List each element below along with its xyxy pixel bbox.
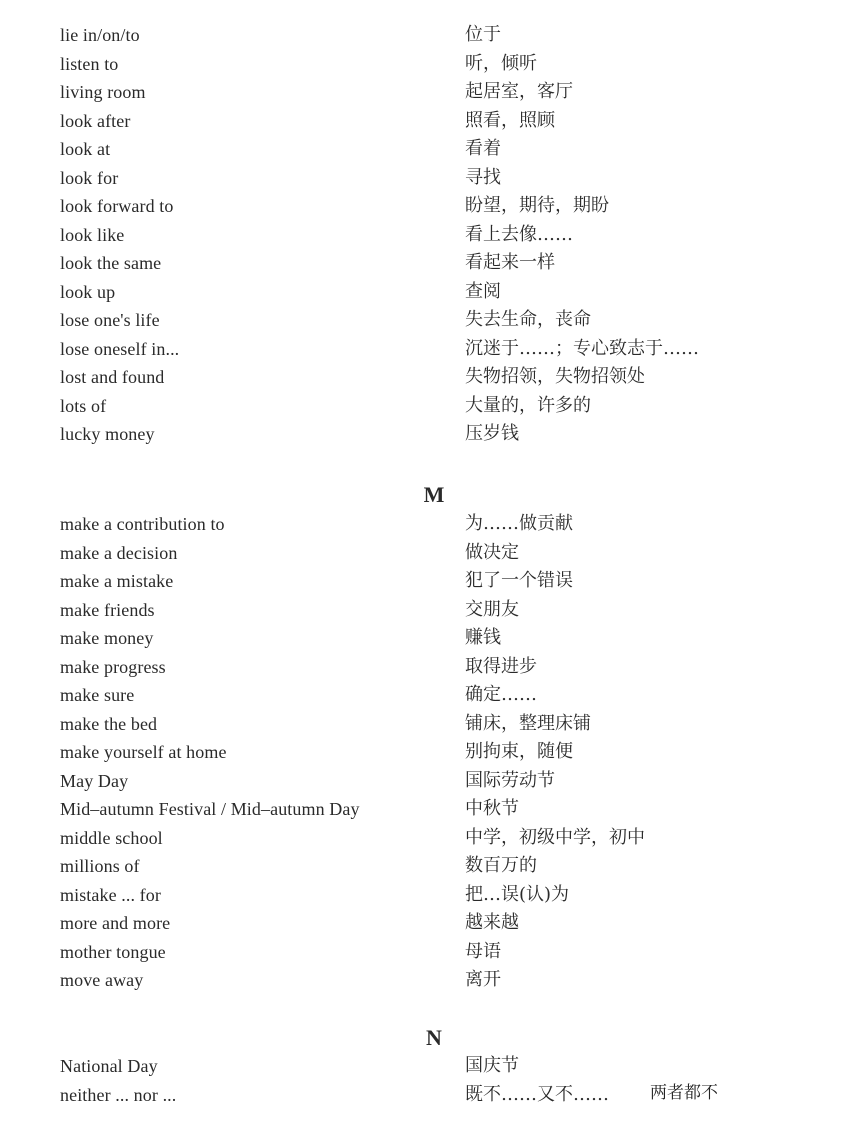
chinese-translation: 大量的，许多的 (465, 394, 591, 416)
glossary-entry (0, 78, 844, 107)
chinese-translation: 母语 (465, 940, 501, 962)
english-phrase: living room (60, 82, 146, 102)
chinese-translation: 看着 (465, 138, 501, 159)
chinese-translation: 数百万的 (465, 855, 537, 876)
english-phrase: National Day (60, 1056, 158, 1076)
chinese-translation: 照看，照顾 (465, 109, 555, 131)
english-phrase: look at (60, 139, 111, 159)
english-phrase: make the bed (60, 713, 158, 734)
english-phrase: make a contribution to (60, 514, 225, 534)
english-phrase: listen to (60, 53, 119, 74)
chinese-translation: 压岁钱 (465, 423, 519, 444)
glossary-entry (0, 852, 844, 881)
chinese-translation: 把…误(认)为 (465, 883, 570, 905)
glossary-entry (0, 795, 844, 824)
glossary-entry (0, 135, 844, 164)
chinese-translation: 别拘束，随便 (465, 741, 573, 762)
glossary-entry (0, 966, 844, 995)
glossary-entry (0, 539, 844, 568)
glossary-entry (0, 107, 844, 136)
chinese-translation: 取得进步 (465, 655, 537, 677)
english-phrase: make friends (60, 599, 155, 620)
chinese-translation: 中秋节 (465, 798, 519, 819)
chinese-translation: 位于 (465, 24, 501, 45)
english-phrase: lose one's life (60, 310, 160, 330)
chinese-translation: 交朋友 (465, 598, 519, 620)
english-phrase: move away (60, 970, 144, 990)
chinese-translation: 起居室，客厅 (465, 81, 573, 102)
glossary-entry (0, 306, 844, 335)
glossary-entry (0, 192, 844, 221)
english-phrase: make a decision (60, 542, 178, 563)
english-phrase: look like (60, 224, 125, 245)
english-phrase: mother tongue (60, 941, 166, 962)
chinese-translation: 中学，初级中学，初中 (465, 826, 645, 848)
chinese-translation: 国际劳动节 (465, 769, 555, 791)
section-heading-m: M (423, 482, 445, 507)
english-phrase: lie in/on/to (60, 25, 140, 45)
glossary-entry (0, 767, 844, 796)
english-phrase: millions of (60, 856, 140, 876)
english-phrase: make money (60, 628, 154, 648)
english-phrase: make progress (60, 656, 166, 677)
chinese-translation: 沉迷于……；专心致志于…… (465, 337, 699, 359)
section-l (0, 21, 844, 449)
chinese-translation: 国庆节 (465, 1055, 519, 1076)
english-phrase: neither ... nor ... (60, 1084, 177, 1105)
chinese-translation: 做决定 (465, 541, 519, 563)
glossary-entry (0, 164, 844, 193)
english-phrase: lots of (60, 395, 107, 416)
chinese-translation: 犯了一个错误 (465, 570, 573, 591)
glossary-entry (0, 596, 844, 625)
english-phrase: make sure (60, 685, 135, 705)
section-m (0, 510, 844, 995)
english-phrase: make yourself at home (60, 742, 227, 762)
chinese-translation: 确定…… (465, 684, 537, 705)
glossary-entry (0, 567, 844, 596)
glossary-entry (0, 278, 844, 307)
chinese-translation: 看上去像…… (465, 223, 573, 245)
english-phrase: mistake ... for (60, 884, 161, 905)
chinese-translation: 寻找 (465, 166, 501, 188)
glossary-entry (0, 510, 844, 539)
glossary-entry (0, 420, 844, 449)
glossary-entry (0, 335, 844, 364)
glossary-entry (0, 221, 844, 250)
glossary-entry (0, 681, 844, 710)
chinese-translation: 失物招领，失物招领处 (465, 366, 645, 387)
chinese-translation: 离开 (465, 969, 501, 990)
glossary-entry (0, 909, 844, 938)
english-phrase: lost and found (60, 367, 165, 387)
english-phrase: middle school (60, 827, 163, 848)
chinese-translation: 既不……又不…… (465, 1083, 609, 1105)
glossary-entry (0, 738, 844, 767)
english-phrase: lose oneself in... (60, 338, 180, 359)
glossary-entry (0, 824, 844, 853)
glossary-entry (0, 392, 844, 421)
glossary-entry (0, 50, 844, 79)
english-phrase: May Day (60, 770, 129, 791)
glossary-entry (0, 363, 844, 392)
overlay-note: 两者都不 (630, 1077, 750, 1109)
glossary-entry (0, 881, 844, 910)
section-heading-n: N (426, 1025, 442, 1050)
english-phrase: lucky money (60, 424, 155, 444)
english-phrase: Mid–autumn Festival / Mid–autumn Day (60, 799, 360, 819)
chinese-translation: 为……做贡献 (465, 513, 573, 534)
english-phrase: look up (60, 281, 116, 302)
chinese-translation: 看起来一样 (465, 252, 555, 273)
chinese-translation: 盼望，期待，期盼 (465, 195, 609, 216)
english-phrase: make a mistake (60, 571, 174, 591)
glossary-entry (0, 710, 844, 739)
chinese-translation: 失去生命，丧命 (465, 309, 591, 330)
glossary-entry (0, 21, 844, 50)
chinese-translation: 赚钱 (465, 627, 501, 648)
english-phrase: look for (60, 167, 119, 188)
chinese-translation: 越来越 (465, 912, 519, 933)
english-phrase: look after (60, 110, 131, 131)
chinese-translation: 铺床，整理床铺 (465, 712, 591, 734)
english-phrase: look forward to (60, 196, 174, 216)
glossary-entry (0, 938, 844, 967)
english-phrase: look the same (60, 253, 162, 273)
chinese-translation: 听，倾听 (465, 52, 537, 74)
glossary-entry (0, 624, 844, 653)
glossary-entry (0, 653, 844, 682)
english-phrase: more and more (60, 913, 171, 933)
chinese-translation: 查阅 (465, 280, 501, 302)
glossary-entry (0, 249, 844, 278)
